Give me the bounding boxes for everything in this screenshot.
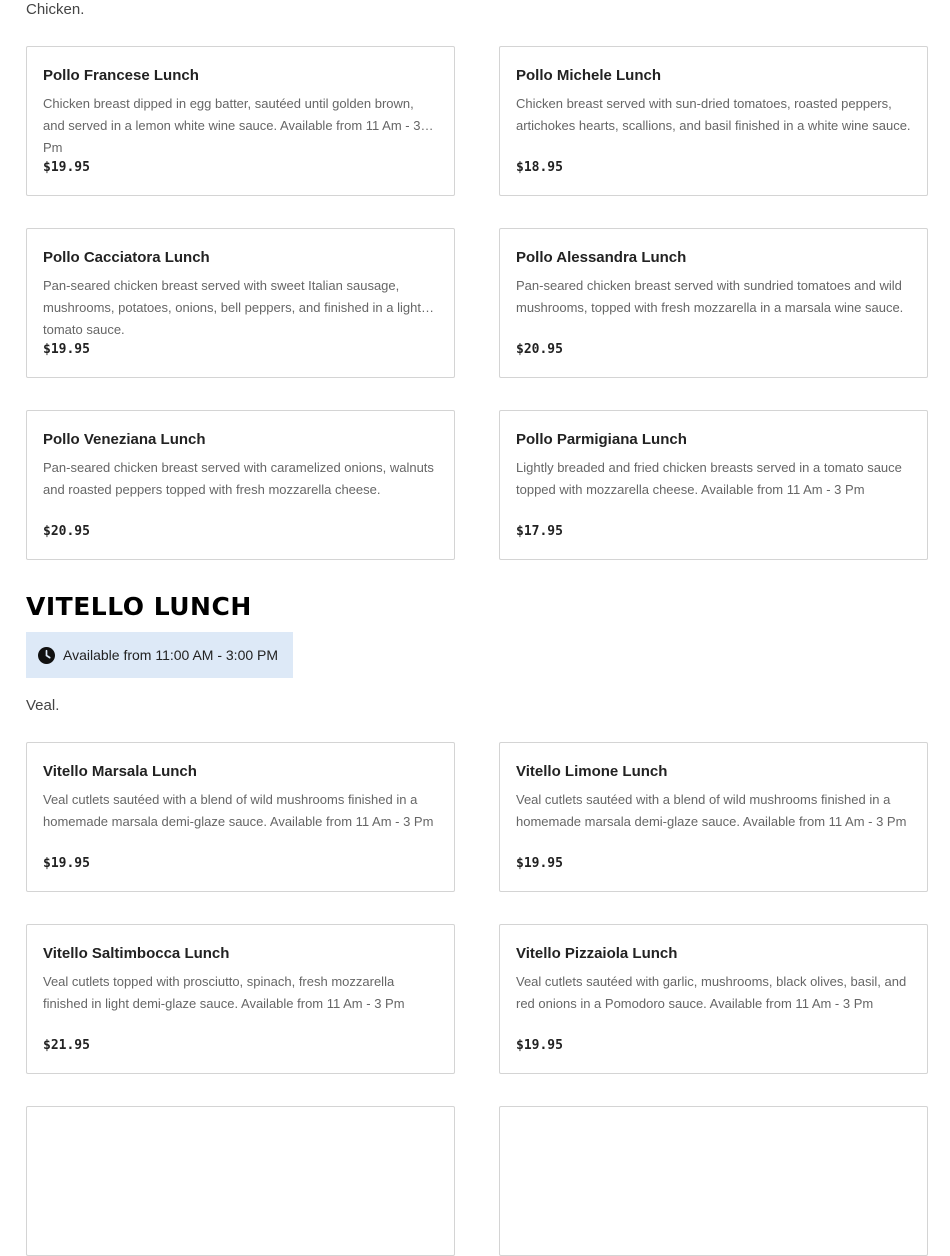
menu-item-name: Vitello Saltimbocca Lunch <box>43 945 230 962</box>
menu-item-name: Vitello Limone Lunch <box>516 763 668 780</box>
section-description: Veal. <box>26 697 60 714</box>
menu-item-card[interactable] <box>499 46 928 196</box>
menu-item-card[interactable] <box>26 924 455 1074</box>
menu-item-description: Lightly breaded and fried chicken breasts served in a tomato sauce topped with mozzarella cheese. Available from 11 Am - 3 Pm <box>516 460 902 497</box>
menu-item-name: Pollo Alessandra Lunch <box>516 249 687 266</box>
menu-item-description: Veal cutlets sautéed with a blend of wild mushrooms finished in a homemade marsala demi-glaze sauce. Available from 11 Am - 3 Pm <box>516 792 907 829</box>
menu-item-price: $21.95 <box>43 1038 90 1053</box>
menu-item-name: Pollo Veneziana Lunch <box>43 431 206 448</box>
menu-item-price: $19.95 <box>516 856 563 871</box>
menu-item-price: $19.95 <box>43 160 90 175</box>
availability-badge <box>26 632 293 678</box>
menu-item-price: $20.95 <box>516 342 563 357</box>
menu-item-card[interactable] <box>26 1106 455 1256</box>
menu-item-name: Vitello Marsala Lunch <box>43 763 197 780</box>
menu-item-card[interactable] <box>499 742 928 892</box>
menu-item-description: Pan-seared chicken breast served with sweet Italian sausage, mushrooms, potatoes, onions, bell peppers, and finished in a light tomato sauce. <box>43 278 421 337</box>
section-description-chicken: Chicken. <box>26 1 85 18</box>
menu-item-name: Pollo Cacciatora Lunch <box>43 249 210 266</box>
menu-item-card[interactable] <box>499 1106 928 1256</box>
menu-item-name: Pollo Francese Lunch <box>43 67 199 84</box>
menu-item-card[interactable] <box>26 410 455 560</box>
menu-item-price: $19.95 <box>516 1038 563 1053</box>
menu-item-price: $17.95 <box>516 524 563 539</box>
menu-item-description: Veal cutlets sautéed with a blend of wild mushrooms finished in a homemade marsala demi-glaze sauce. Available from 11 Am - 3 Pm <box>43 792 434 829</box>
menu-item-description: Pan-seared chicken breast served with caramelized onions, walnuts and roasted peppers topped with fresh mozzarella cheese. <box>43 460 434 497</box>
menu-item-price: $19.95 <box>43 342 90 357</box>
section-title: VITELLO LUNCH <box>26 592 252 621</box>
menu-item-card[interactable] <box>26 46 455 196</box>
menu-item-card[interactable] <box>26 742 455 892</box>
menu-item-price: $20.95 <box>43 524 90 539</box>
menu-item-description: Veal cutlets topped with prosciutto, spinach, fresh mozzarella finished in light demi-glaze sauce. Available from 11 Am - 3 Pm <box>43 974 405 1011</box>
menu-item-card[interactable] <box>499 924 928 1074</box>
menu-item-description: Chicken breast served with sun-dried tomatoes, roasted peppers, artichokes hearts, scallions, and basil finished in a white wine sauce. <box>516 96 911 133</box>
menu-item-description: Veal cutlets sautéed with garlic, mushrooms, black olives, basil, and red onions in a Pomodoro sauce. Available from 11 Am - 3 Pm <box>516 974 907 1011</box>
menu-item-card[interactable] <box>26 228 455 378</box>
menu-item-price: $19.95 <box>43 856 90 871</box>
menu-item-price: $18.95 <box>516 160 563 175</box>
menu-item-name: Pollo Parmigiana Lunch <box>516 431 687 448</box>
menu-item-name: Pollo Michele Lunch <box>516 67 662 84</box>
menu-item-description: Pan-seared chicken breast served with sundried tomatoes and wild mushrooms, topped with fresh mozzarella in a marsala wine sauce. <box>516 278 904 315</box>
menu-item-card[interactable] <box>499 228 928 378</box>
availability-text: Available from 11:00 AM - 3:00 PM <box>63 647 279 663</box>
clock-icon <box>38 647 55 664</box>
menu-item-name: Vitello Pizzaiola Lunch <box>516 945 678 962</box>
menu-item-card[interactable] <box>499 410 928 560</box>
menu-item-description: Chicken breast dipped in egg batter, sautéed until golden brown, and served in a lemon white wine sauce. Available from 11 Am - 3 Pm <box>43 96 421 155</box>
